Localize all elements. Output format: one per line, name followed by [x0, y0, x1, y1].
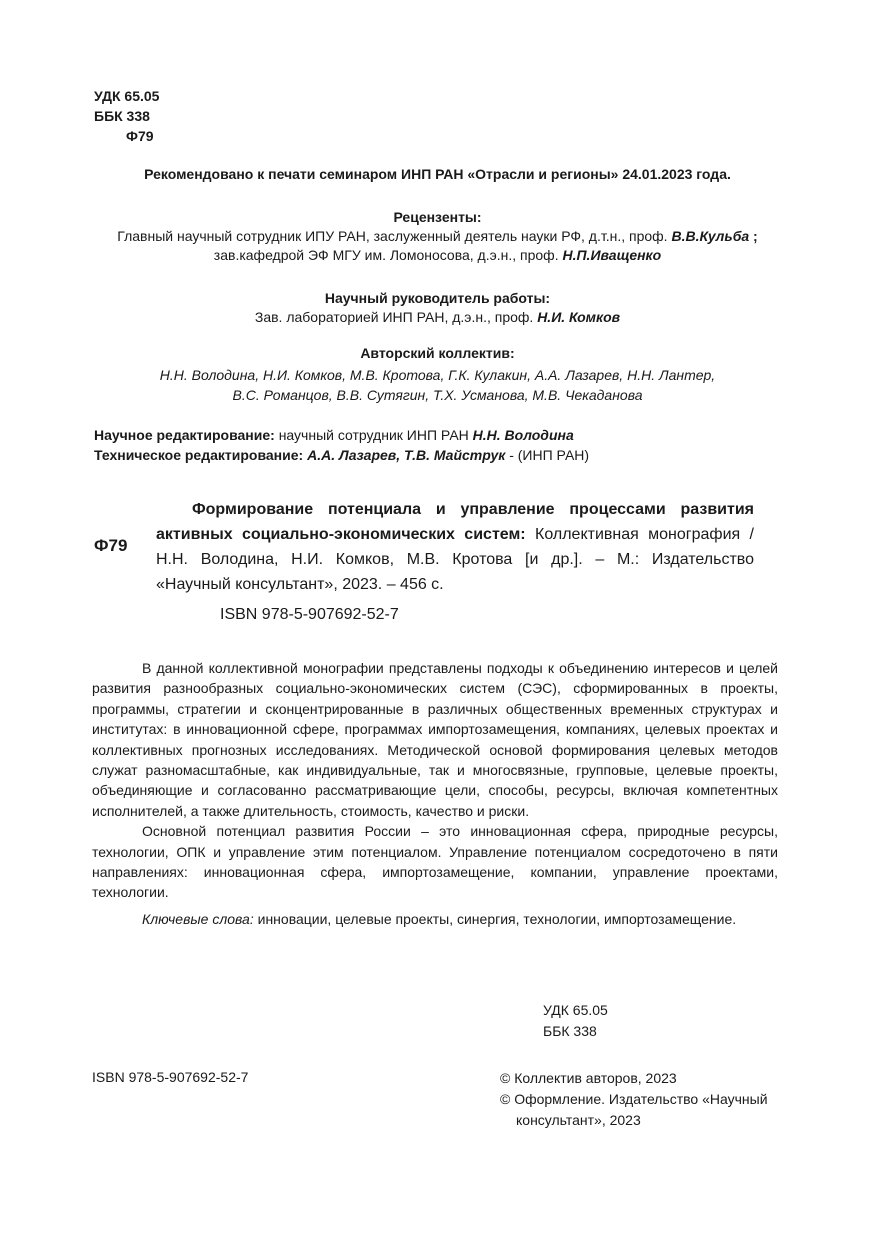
reviewers-block — [0, 208, 875, 265]
abstract-paragraph-1: В данной коллективной монографии представлены подходы к объединению интересов и целей развития разнообразных социально-экономических систем (СЭС), сформированных в проекты, программы, стратегии и сконцентрированные в различных общественных временных структурах и институтах: в инновационной сфере, программах импортозамещения, компаниях, целевых проектах и коллективных прогнозных исследованиях. Методической основой формирования целевых методов служат разномасштабные, как индивидуальные, так и многосвязные, групповые, целевые проекты, объединяющие и согласованно рассматривающие цели, способы, ресурсы, включая компетентных исполнителей, а также длительность, стоимость, качество и риски. — [92, 660, 778, 819]
reviewer-1-text: Главный научный сотрудник ИПУ РАН, заслуженный деятель науки РФ, д.т.н., проф. — [117, 228, 668, 244]
supervisor-name: Н.И. Комков — [537, 309, 621, 325]
bib-line-4: «Научный консультант», 2023. – 456 с. — [156, 576, 444, 593]
reviewer-2 — [0, 246, 875, 265]
bib-title-line-1: Формирование потенциала и управление процессами развития — [192, 501, 754, 518]
abstract-paragraph-2: Основной потенциал развития России – это инновационная сфера, природные ресурсы, технологии, ОПК и управление этим потенциалом. Управление потенциалом сосредоточено в пяти направлениях: инновационная сфера, импортозамещение, компании, управление проектами, технологии. — [92, 823, 778, 901]
bib-line-2 — [156, 522, 754, 547]
reviewer-1-name: В.В.Кульба — [671, 228, 750, 244]
authors-heading: Авторский коллектив: — [360, 345, 515, 361]
reviewer-separator: ; — [753, 228, 758, 244]
bib-title-line-2: активных социально-экономических систем: — [156, 526, 526, 543]
recommendation-line: Рекомендовано к печати семинаром ИНП РАН «Отрасли и регионы» 24.01.2023 года. — [144, 166, 731, 182]
footer-codes — [543, 1000, 608, 1042]
bib-desc-line-2: Коллективная монография / — [535, 526, 754, 543]
author-mark: Ф79 — [126, 128, 154, 144]
keywords-label: Ключевые слова: — [142, 910, 254, 927]
copyright-block — [500, 1068, 768, 1131]
footer-udk: УДК 65.05 — [543, 1002, 608, 1018]
editing-block — [94, 425, 589, 465]
scientific-editing-text: научный сотрудник ИНП РАН — [278, 427, 469, 443]
footer-isbn: ISBN 978-5-907692-52-7 — [92, 1069, 249, 1085]
keywords-text: инновации, целевые проекты, синергия, технологии, импортозамещение. — [257, 910, 737, 927]
udk-code: УДК 65.05 — [94, 88, 160, 104]
isbn-main: ISBN 978-5-907692-52-7 — [220, 606, 399, 623]
supervisor-line — [0, 308, 875, 327]
bibliographic-description — [156, 497, 754, 597]
authors-line-2: В.С. Романцов, В.В. Сутягин, Т.Х. Усманова, М.В. Чекаданова — [232, 387, 643, 403]
authors-line-1: Н.Н. Володина, Н.И. Комков, М.В. Кротова, Г.К. Кулакин, А.А. Лазарев, Н.Н. Лантер, — [159, 367, 716, 383]
authors-block — [0, 344, 875, 405]
reviewer-1 — [0, 227, 875, 246]
technical-editor-names: А.А. Лазарев, Т.В. Майструк — [307, 447, 506, 463]
reviewers-heading: Рецензенты: — [393, 209, 482, 225]
keywords-line — [92, 909, 778, 929]
bbk-code: ББК 338 — [94, 108, 150, 124]
supervisor-heading: Научный руководитель работы: — [324, 290, 551, 306]
copyright-design-line-2: консультант», 2023 — [516, 1112, 641, 1128]
copyright-authors: © Коллектив авторов, 2023 — [500, 1070, 677, 1086]
technical-editing — [94, 445, 589, 465]
reviewer-2-name: Н.П.Иващенко — [562, 247, 662, 263]
technical-editing-label: Техническое редактирование: — [94, 447, 304, 463]
classification-codes — [94, 86, 159, 146]
supervisor-text: Зав. лабораторией ИНП РАН, д.э.н., проф. — [254, 309, 534, 325]
copyright-design-line-1: © Оформление. Издательство «Научный — [500, 1091, 768, 1107]
technical-editing-suffix: - (ИНП РАН) — [509, 447, 590, 463]
scientific-editor-name: Н.Н. Володина — [472, 427, 574, 443]
supervisor-block — [0, 289, 875, 327]
scientific-editing-label: Научное редактирование: — [94, 427, 275, 443]
bib-line-3: Н.Н. Володина, Н.И. Комков, М.В. Кротова [и др.]. – М.: Издательство — [156, 551, 754, 568]
reviewer-2-text: зав.кафедрой ЭФ МГУ им. Ломоносова, д.э.н., проф. — [213, 247, 559, 263]
footer-bbk: ББК 338 — [543, 1023, 597, 1039]
bibliographic-code: Ф79 — [94, 536, 128, 555]
scientific-editing — [94, 425, 589, 445]
abstract — [92, 658, 778, 929]
